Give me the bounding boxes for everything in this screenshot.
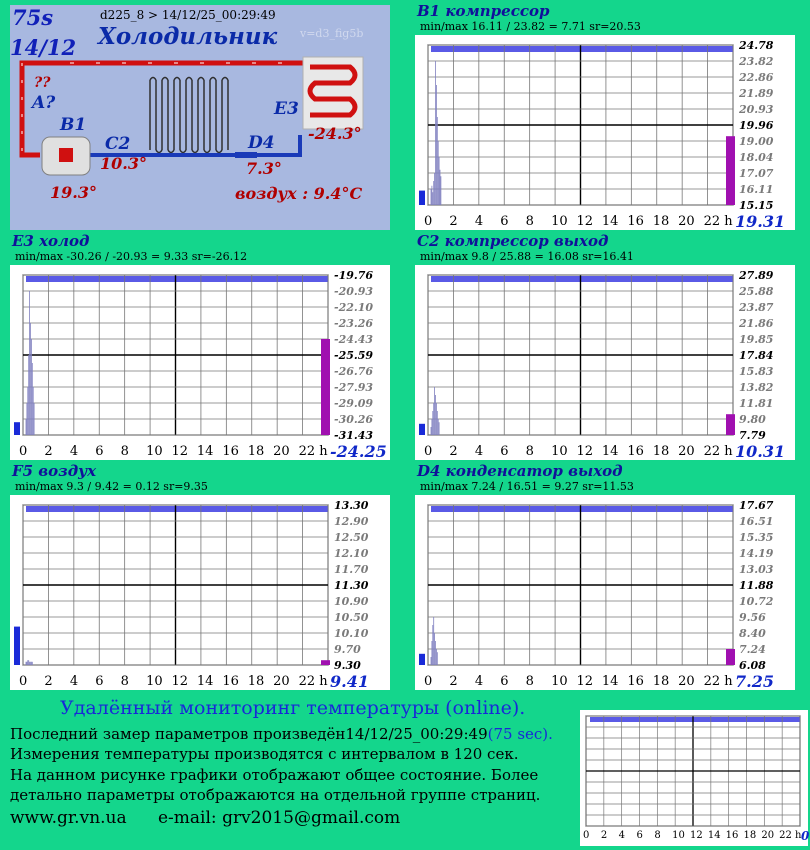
y-tick-label: -20.93 bbox=[334, 285, 374, 298]
current-value: 10.31 bbox=[735, 442, 786, 461]
y-tick-label: 13.82 bbox=[739, 381, 774, 394]
x-tick-label: 14 bbox=[601, 444, 619, 459]
x-tick-label: 20 bbox=[678, 214, 695, 229]
y-tick-label: 11.88 bbox=[739, 579, 774, 592]
x-tick-label: 2 bbox=[449, 674, 458, 689]
site-link[interactable]: www.gr.vn.ua bbox=[10, 808, 127, 828]
x-tick-label: 8 bbox=[120, 674, 129, 689]
x-tick-label: 18 bbox=[247, 444, 265, 459]
x-tick-label: 14 bbox=[601, 214, 619, 229]
x-tick-label: 10 bbox=[551, 444, 568, 459]
x-tick-label: 6 bbox=[95, 674, 104, 689]
max-band bbox=[26, 276, 328, 282]
y-tick-label: -23.26 bbox=[334, 317, 374, 330]
current-level-bar bbox=[321, 339, 330, 435]
unknown-marker: ?? bbox=[34, 75, 51, 91]
y-tick-label: -31.43 bbox=[334, 429, 374, 442]
chart-svg bbox=[415, 495, 795, 690]
sensor-d4-label: D4 bbox=[248, 133, 275, 153]
y-tick-label: 15.83 bbox=[739, 365, 774, 378]
x-tick-label: 16 bbox=[627, 444, 644, 459]
y-tick-label: 6.08 bbox=[739, 659, 766, 672]
y-tick-label: 16.11 bbox=[739, 183, 774, 196]
x-tick-label: 10 bbox=[551, 674, 568, 689]
mini-chart-svg bbox=[580, 710, 808, 846]
y-tick-label: 16.51 bbox=[739, 515, 774, 528]
chart-canvas bbox=[415, 265, 795, 460]
x-tick-label: 22 h bbox=[703, 444, 733, 459]
last-measurement-prefix: Последний замер параметров произведён bbox=[10, 725, 346, 743]
chart-svg bbox=[10, 265, 390, 460]
x-tick-label: 2 bbox=[44, 444, 53, 459]
y-tick-label: 9.56 bbox=[739, 611, 766, 624]
max-band bbox=[431, 46, 733, 52]
x-tick-label: 8 bbox=[120, 444, 129, 459]
current-value: 19.31 bbox=[735, 212, 786, 231]
mini-x-tick-label: 20 bbox=[761, 830, 775, 841]
mini-chart bbox=[580, 710, 808, 846]
y-tick-label: 9.30 bbox=[334, 659, 361, 672]
start-level-bar bbox=[419, 191, 425, 205]
x-tick-label: 12 bbox=[576, 214, 594, 229]
current-value: 7.25 bbox=[735, 672, 774, 691]
y-tick-label: 19.00 bbox=[739, 135, 774, 148]
sensor-a-label: A? bbox=[32, 93, 56, 113]
max-band bbox=[26, 506, 328, 512]
chart-minmax: min/max 7.24 / 16.51 = 9.27 sr=11.53 bbox=[420, 480, 634, 493]
x-tick-label: 4 bbox=[69, 444, 79, 459]
x-tick-label: 2 bbox=[449, 214, 458, 229]
x-tick-label: 10 bbox=[551, 214, 568, 229]
x-tick-label: 8 bbox=[525, 214, 534, 229]
y-tick-label: 17.07 bbox=[739, 167, 774, 180]
start-level-bar bbox=[419, 424, 425, 435]
details-info-line: детально параметры отображаются на отдельной группе страниц. bbox=[10, 786, 541, 804]
y-tick-label: 9.80 bbox=[739, 413, 766, 426]
x-tick-label: 22 h bbox=[703, 674, 733, 689]
sensor-d4-temp: 7.3° bbox=[246, 159, 282, 178]
interval-info-line: Измерения температуры производятся с интервалом в 120 сек. bbox=[10, 745, 519, 763]
x-tick-label: 4 bbox=[69, 674, 79, 689]
x-tick-label: 0 bbox=[19, 674, 28, 689]
y-tick-label: 7.79 bbox=[739, 429, 766, 442]
y-tick-label: 21.89 bbox=[739, 87, 774, 100]
y-tick-label: 12.90 bbox=[334, 515, 369, 528]
chart-title: B1 компрессор bbox=[417, 2, 550, 20]
x-tick-label: 4 bbox=[474, 444, 484, 459]
chart-title: C2 компрессор выход bbox=[417, 232, 609, 250]
current-level-bar bbox=[321, 660, 330, 665]
y-tick-label: -26.76 bbox=[334, 365, 374, 378]
x-tick-label: 20 bbox=[273, 444, 290, 459]
y-tick-label: 8.40 bbox=[739, 627, 766, 640]
chart-minmax: min/max -30.26 / -20.93 = 9.33 sr=-26.12 bbox=[15, 250, 248, 263]
x-tick-label: 22 h bbox=[298, 674, 328, 689]
x-tick-label: 16 bbox=[627, 214, 644, 229]
y-tick-label: 11.81 bbox=[739, 397, 774, 410]
mini-x-tick-label: 10 bbox=[672, 830, 685, 841]
x-tick-label: 6 bbox=[500, 674, 509, 689]
interval-label: 75s bbox=[12, 5, 54, 30]
x-tick-label: 14 bbox=[196, 674, 214, 689]
y-tick-label: 19.85 bbox=[739, 333, 774, 346]
chart-panel bbox=[415, 2, 800, 231]
max-band bbox=[431, 506, 733, 512]
mini-x-tick-label: 6 bbox=[636, 830, 643, 841]
y-tick-label: -30.26 bbox=[334, 413, 374, 426]
start-level-bar bbox=[14, 627, 20, 665]
mini-x-tick-label: 22 h bbox=[779, 830, 802, 841]
x-tick-label: 0 bbox=[19, 444, 28, 459]
x-tick-label: 20 bbox=[273, 674, 290, 689]
x-tick-label: 22 h bbox=[298, 444, 328, 459]
y-tick-label: 11.70 bbox=[334, 563, 369, 576]
mini-x-tick-label: 14 bbox=[707, 830, 721, 841]
device-timestamp: d225_8 > 14/12/25_00:29:49 bbox=[100, 8, 276, 22]
y-tick-label: 12.50 bbox=[334, 531, 369, 544]
last-measurement-line bbox=[10, 725, 553, 743]
x-tick-label: 0 bbox=[424, 214, 433, 229]
last-measurement-time: 14/12/25_00:29:49 bbox=[345, 725, 488, 743]
sensor-e3-temp: -24.3° bbox=[308, 124, 362, 143]
y-tick-label: 19.96 bbox=[739, 119, 774, 132]
mini-x-tick-label: 4 bbox=[618, 830, 626, 841]
mini-x-tick-label: 12 bbox=[690, 830, 703, 841]
chart-canvas bbox=[10, 265, 390, 460]
x-tick-label: 18 bbox=[652, 674, 670, 689]
sensor-e3-label: E3 bbox=[274, 99, 299, 119]
max-band bbox=[431, 276, 733, 282]
chart-minmax: min/max 16.11 / 23.82 = 7.71 sr=20.53 bbox=[420, 20, 641, 33]
x-tick-label: 0 bbox=[424, 444, 433, 459]
y-tick-label: 12.10 bbox=[334, 547, 369, 560]
y-tick-label: 15.35 bbox=[739, 531, 774, 544]
y-tick-label: 15.15 bbox=[739, 199, 774, 212]
x-tick-label: 12 bbox=[576, 674, 594, 689]
current-value: 9.41 bbox=[330, 672, 369, 691]
x-tick-label: 6 bbox=[95, 444, 104, 459]
x-tick-label: 12 bbox=[171, 674, 189, 689]
current-level-bar bbox=[726, 414, 735, 435]
sensor-c2-label: C2 bbox=[105, 134, 131, 154]
x-tick-label: 18 bbox=[247, 674, 265, 689]
chart-title: F5 воздух bbox=[12, 462, 97, 480]
x-tick-label: 6 bbox=[500, 444, 509, 459]
y-tick-label: 9.70 bbox=[334, 643, 361, 656]
x-tick-label: 18 bbox=[652, 214, 670, 229]
diagram-title: Холодильник bbox=[98, 23, 278, 50]
x-tick-label: 20 bbox=[678, 674, 695, 689]
x-tick-label: 12 bbox=[171, 444, 189, 459]
chart-minmax: min/max 9.3 / 9.42 = 0.12 sr=9.35 bbox=[15, 480, 208, 493]
last-measurement-age: (75 sec). bbox=[487, 725, 553, 743]
y-tick-label: 10.10 bbox=[334, 627, 369, 640]
y-tick-label: 10.50 bbox=[334, 611, 369, 624]
y-tick-label: 24.78 bbox=[739, 39, 774, 52]
x-tick-label: 16 bbox=[222, 444, 239, 459]
current-level-bar bbox=[726, 649, 735, 665]
mini-x-tick-label: 0 bbox=[583, 830, 590, 841]
sensor-b1-label: B1 bbox=[60, 115, 87, 135]
x-tick-label: 2 bbox=[44, 674, 53, 689]
chart-title: E3 холод bbox=[12, 232, 90, 250]
x-tick-label: 18 bbox=[652, 444, 670, 459]
email-link[interactable]: e-mail: grv2015@gmail.com bbox=[158, 808, 401, 828]
date-label: 14/12 bbox=[10, 35, 77, 60]
status-panel bbox=[10, 5, 390, 230]
x-tick-label: 20 bbox=[678, 444, 695, 459]
chart-minmax: min/max 9.8 / 25.88 = 16.08 sr=16.41 bbox=[420, 250, 634, 263]
chart-panel bbox=[10, 462, 395, 691]
x-tick-label: 8 bbox=[525, 674, 534, 689]
x-tick-label: 16 bbox=[222, 674, 239, 689]
mini-current-value: 0 bbox=[801, 829, 810, 843]
y-tick-label: 21.86 bbox=[739, 317, 774, 330]
y-tick-label: 10.90 bbox=[334, 595, 369, 608]
y-tick-label: -19.76 bbox=[334, 269, 374, 282]
y-tick-label: 17.67 bbox=[739, 499, 774, 512]
start-level-bar bbox=[14, 422, 20, 435]
y-tick-label: 13.03 bbox=[739, 563, 774, 576]
x-tick-label: 8 bbox=[525, 444, 534, 459]
footer-heading: Удалённый мониторинг температуры (online). bbox=[60, 697, 526, 719]
chart-panel bbox=[10, 232, 395, 461]
y-tick-label: 27.89 bbox=[739, 269, 774, 282]
chart-svg bbox=[415, 265, 795, 460]
x-tick-label: 12 bbox=[576, 444, 594, 459]
y-tick-label: 23.82 bbox=[739, 55, 774, 68]
y-tick-label: -25.59 bbox=[334, 349, 374, 362]
y-tick-label: 20.93 bbox=[739, 103, 774, 116]
air-temperature: воздух : 9.4°C bbox=[235, 184, 363, 203]
y-tick-label: 17.84 bbox=[739, 349, 774, 362]
mini-x-tick-label: 16 bbox=[725, 830, 739, 841]
y-tick-label: 11.30 bbox=[334, 579, 369, 592]
version-label: v=d3_fig5b bbox=[300, 27, 364, 40]
chart-svg bbox=[415, 35, 795, 230]
y-tick-label: 18.04 bbox=[739, 151, 774, 164]
start-level-bar bbox=[419, 654, 425, 665]
y-tick-label: 23.87 bbox=[739, 301, 774, 314]
chart-panel bbox=[415, 462, 800, 691]
x-tick-label: 22 h bbox=[703, 214, 733, 229]
chart-svg bbox=[10, 495, 390, 690]
y-tick-label: 25.88 bbox=[739, 285, 774, 298]
chart-panel bbox=[415, 232, 800, 461]
y-tick-label: -22.10 bbox=[334, 301, 374, 314]
chart-title: D4 конденсатор выход bbox=[417, 462, 623, 480]
chart-canvas bbox=[415, 495, 795, 690]
y-tick-label: 7.24 bbox=[739, 643, 766, 656]
sensor-b1-temp: 19.3° bbox=[50, 183, 97, 202]
y-tick-label: 13.30 bbox=[334, 499, 369, 512]
y-tick-label: -24.43 bbox=[334, 333, 374, 346]
x-tick-label: 2 bbox=[449, 444, 458, 459]
x-tick-label: 10 bbox=[146, 674, 163, 689]
chart-canvas bbox=[415, 35, 795, 230]
overview-info-line: На данном рисунке графики отображают общее состояние. Более bbox=[10, 766, 539, 784]
y-tick-label: 10.72 bbox=[739, 595, 774, 608]
x-tick-label: 4 bbox=[474, 214, 484, 229]
current-level-bar bbox=[726, 136, 735, 205]
x-tick-label: 10 bbox=[146, 444, 163, 459]
x-tick-label: 4 bbox=[474, 674, 484, 689]
mini-x-tick-label: 18 bbox=[743, 830, 757, 841]
current-value: -24.25 bbox=[330, 442, 387, 461]
chart-canvas bbox=[10, 495, 390, 690]
x-tick-label: 14 bbox=[601, 674, 619, 689]
y-tick-label: 22.86 bbox=[739, 71, 774, 84]
x-tick-label: 6 bbox=[500, 214, 509, 229]
mini-x-tick-label: 8 bbox=[654, 830, 661, 841]
y-tick-label: -29.09 bbox=[334, 397, 374, 410]
mini-x-tick-label: 2 bbox=[600, 830, 608, 841]
x-tick-label: 14 bbox=[196, 444, 214, 459]
y-tick-label: 14.19 bbox=[739, 547, 774, 560]
x-tick-label: 0 bbox=[424, 674, 433, 689]
x-tick-label: 16 bbox=[627, 674, 644, 689]
y-tick-label: -27.93 bbox=[334, 381, 374, 394]
sensor-c2-temp: 10.3° bbox=[100, 154, 147, 173]
